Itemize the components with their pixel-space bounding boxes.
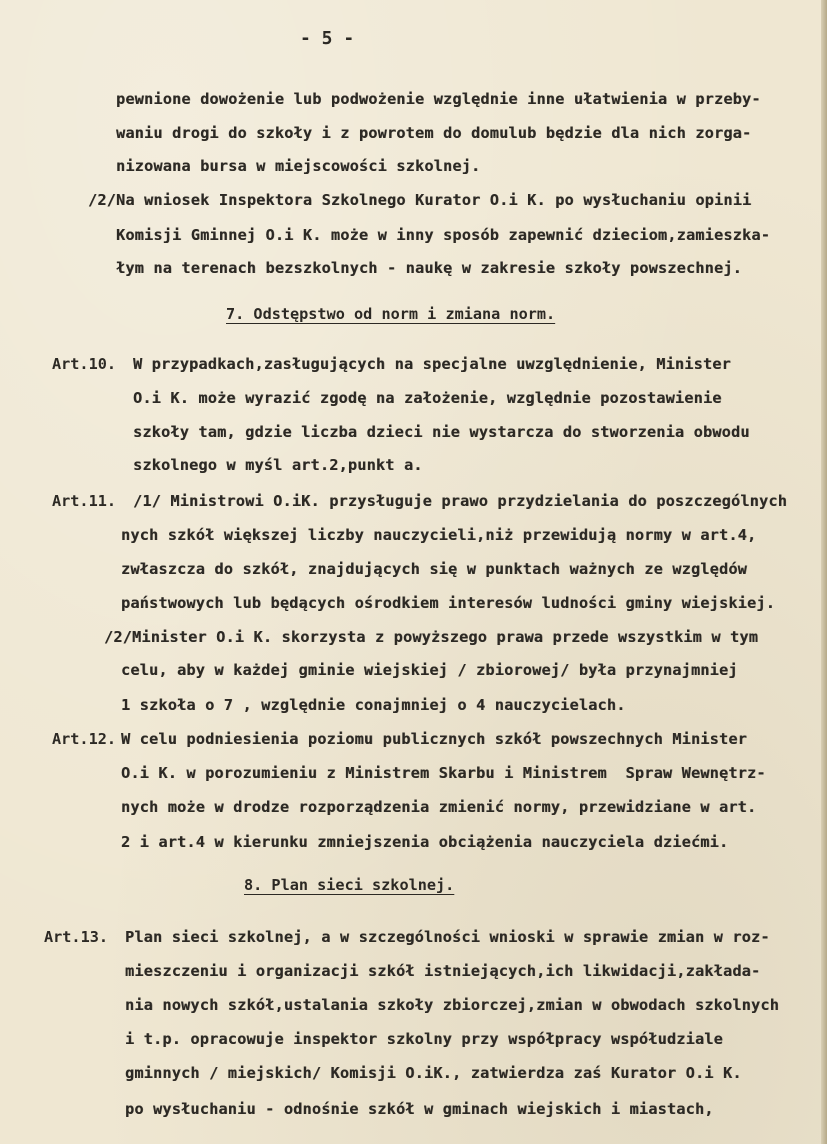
text-line: nizowana bursa w miejscowości szkolnej. [116, 157, 481, 175]
text-line: po wysłuchaniu - odnośnie szkół w gminach wiejskich i miastach, [125, 1100, 714, 1118]
text-line: W celu podniesienia poziomu publicznych szkół powszechnych Minister [121, 730, 748, 748]
section-heading: 8. Plan sieci szkolnej. [244, 876, 455, 894]
section-heading: 7. Odstępstwo od norm i zmiana norm. [226, 305, 556, 323]
text-line: 1 szkoła o 7 , względnie conajmniej o 4 nauczycielach. [121, 696, 626, 714]
text-line: pewnione dowożenie lub podwożenie względnie inne ułatwienia w przeby- [116, 90, 761, 108]
text-line: nych szkół większej liczby nauczycieli,niż przewidują normy w art.4, [121, 526, 757, 544]
text-line: państwowych lub będących ośrodkiem interesów ludności gminy wiejskiej. [121, 594, 776, 612]
text-line: nych może w drodze rozporządzenia zmienić normy, przewidziane w art. [121, 798, 757, 816]
text-line: mieszczeniu i organizacji szkół istniejących,ich likwidacji,zakłada- [125, 962, 761, 980]
text-line: gminnych / miejskich/ Komisji O.iK., zatwierdza zaś Kurator O.i K. [125, 1064, 742, 1082]
text-line: O.i K. może wyrazić zgodę na założenie, względnie pozostawienie [133, 389, 722, 407]
text-line: waniu drogi do szkoły i z powrotem do domulub będzie dla nich zorga- [116, 124, 752, 142]
text-line: /2/Na wniosek Inspektora Szkolnego Kurator O.i K. po wysłuchaniu opinii [88, 191, 752, 209]
text-line: szkoły tam, gdzie liczba dzieci nie wystarcza do stworzenia obwodu [133, 423, 750, 441]
text-line: /2/Minister O.i K. skorzysta z powyższego prawa przede wszystkim w tym [104, 628, 759, 646]
text-line: Komisji Gminnej O.i K. może w inny sposób zapewnić dzieciom,zamieszka- [116, 226, 771, 244]
text-line: /1/ Ministrowi O.iK. przysługuje prawo przydzielania do poszczególnych [133, 492, 788, 510]
article-label: Art.10. [52, 355, 117, 373]
text-line: zwłaszcza do szkół, znajdujących się w punktach ważnych ze względów [121, 560, 748, 578]
article-label: Art.12. [52, 730, 117, 748]
page-number: - 5 - [300, 28, 355, 49]
text-line: Plan sieci szkolnej, a w szczególności wnioski w sprawie zmian w roz- [125, 928, 770, 946]
text-line: i t.p. opracowuje inspektor szkolny przy współpracy współudziale [125, 1030, 723, 1048]
text-line: nia nowych szkół,ustalania szkoły zbiorczej,zmian w obwodach szkolnych [125, 996, 780, 1014]
text-line: celu, aby w każdej gminie wiejskiej / zbiorowej/ była przynajmniej [121, 661, 738, 679]
article-label: Art.11. [52, 492, 117, 510]
page-edge-shadow [821, 0, 827, 1144]
article-label: Art.13. [44, 928, 109, 946]
text-line: O.i K. w porozumieniu z Ministrem Skarbu i Ministrem Spraw Wewnętrz- [121, 764, 766, 782]
text-line: szkolnego w myśl art.2,punkt a. [133, 456, 423, 474]
text-line: łym na terenach bezszkolnych - naukę w zakresie szkoły powszechnej. [116, 259, 743, 277]
text-line: W przypadkach,zasługujących na specjalne uwzględnienie, Minister [133, 355, 731, 373]
text-line: 2 i art.4 w kierunku zmniejszenia obciążenia nauczyciela dziećmi. [121, 833, 729, 851]
